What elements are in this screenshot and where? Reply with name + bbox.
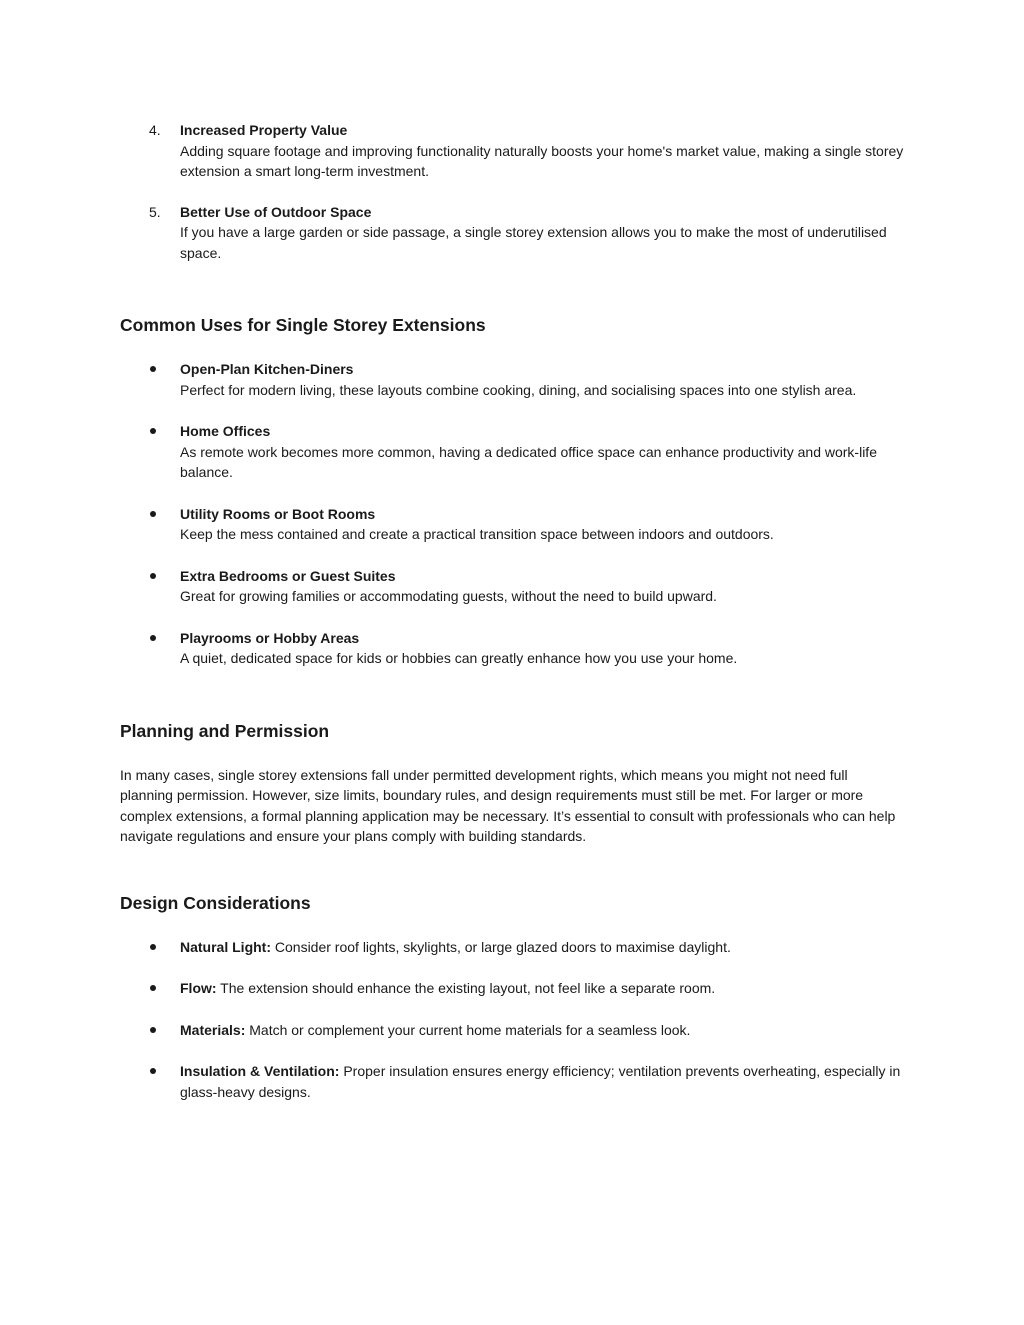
bullet-icon [150,511,156,517]
item-text: Great for growing families or accommodating guests, without the need to build upward. [180,588,717,604]
item-text: Perfect for modern living, these layouts combine cooking, dining, and socialising spaces into one stylish area. [180,381,857,398]
item-title: Increased Property Value [180,122,348,138]
bullet-icon [150,1068,156,1074]
item-text: The extension should enhance the existing layout, not feel like a separate room. [216,980,716,996]
list-number: 5. [149,203,161,220]
item-title: Insulation & Ventilation: [180,1063,340,1079]
list-item [120,202,904,264]
item-title: Playrooms or Hobby Areas [180,629,360,646]
item-title: Extra Bedrooms or Guest Suites [180,567,396,584]
item-title: Utility Rooms or Boot Rooms [180,505,376,522]
list-item [120,359,904,400]
item-text: A quiet, dedicated space for kids or hobbies can greatly enhance how you use your home. [180,650,738,666]
bullet-icon [150,428,156,434]
bullet-icon [150,573,156,579]
list-item [120,566,904,607]
bullet-icon [150,366,156,372]
section-heading-common-uses: Common Uses for Single Storey Extensions [120,315,486,335]
bullet-icon [150,944,156,950]
item-title: Flow: [180,980,217,996]
list-item [120,120,904,182]
item-text: Adding square footage and improving functionality naturally boosts your home's market value, making a single storey extension a smart long-term investment. [180,142,904,179]
item-text: Match or complement your current home materials for a seamless look. [245,1021,691,1038]
list-item [120,1020,904,1041]
design-considerations-list [120,937,904,1103]
list-item [120,937,904,958]
planning-paragraph: In many cases, single storey extensions fall under permitted development rights, which means you might not need full planning permission. However, size limits, boundary rules, and design requirements must still be met. For larger or more complex extensions, a formal planning application may be necessary. It’s essential to consult with professionals who can help navigate regulations and ensure your plans comply with building standards. [120,766,896,844]
item-text: Proper insulation ensures energy efficiency; ventilation prevents overheating, especially in glass-heavy designs. [180,1063,901,1100]
item-title: Materials: [180,1021,246,1038]
item-title: Open-Plan Kitchen-Diners [180,361,354,377]
list-item [120,1061,904,1102]
benefits-list [120,120,904,263]
list-item [120,421,904,483]
bullet-icon [150,985,156,991]
common-uses-list [120,359,904,669]
bullet-icon [150,635,156,641]
item-title: Home Offices [180,423,271,439]
item-text: If you have a large garden or side passage, a single storey extension allows you to make the most of underutilised space. [180,224,887,261]
section-heading-design: Design Considerations [120,892,311,913]
section-heading-planning: Planning and Permission [120,720,330,741]
list-number: 4. [149,122,161,138]
item-title: Better Use of Outdoor Space [180,203,372,220]
item-text: As remote work becomes more common, having a dedicated office space can enhance productivity and work-life balance. [180,443,877,480]
bullet-icon [150,1027,156,1033]
list-item [120,504,904,545]
item-title: Natural Light: [180,938,271,955]
item-text: Consider roof lights, skylights, or large glazed doors to maximise daylight. [271,938,731,955]
list-item [120,628,904,669]
list-item [120,978,904,999]
item-text: Keep the mess contained and create a practical transition space between indoors and outdoors. [180,526,774,542]
